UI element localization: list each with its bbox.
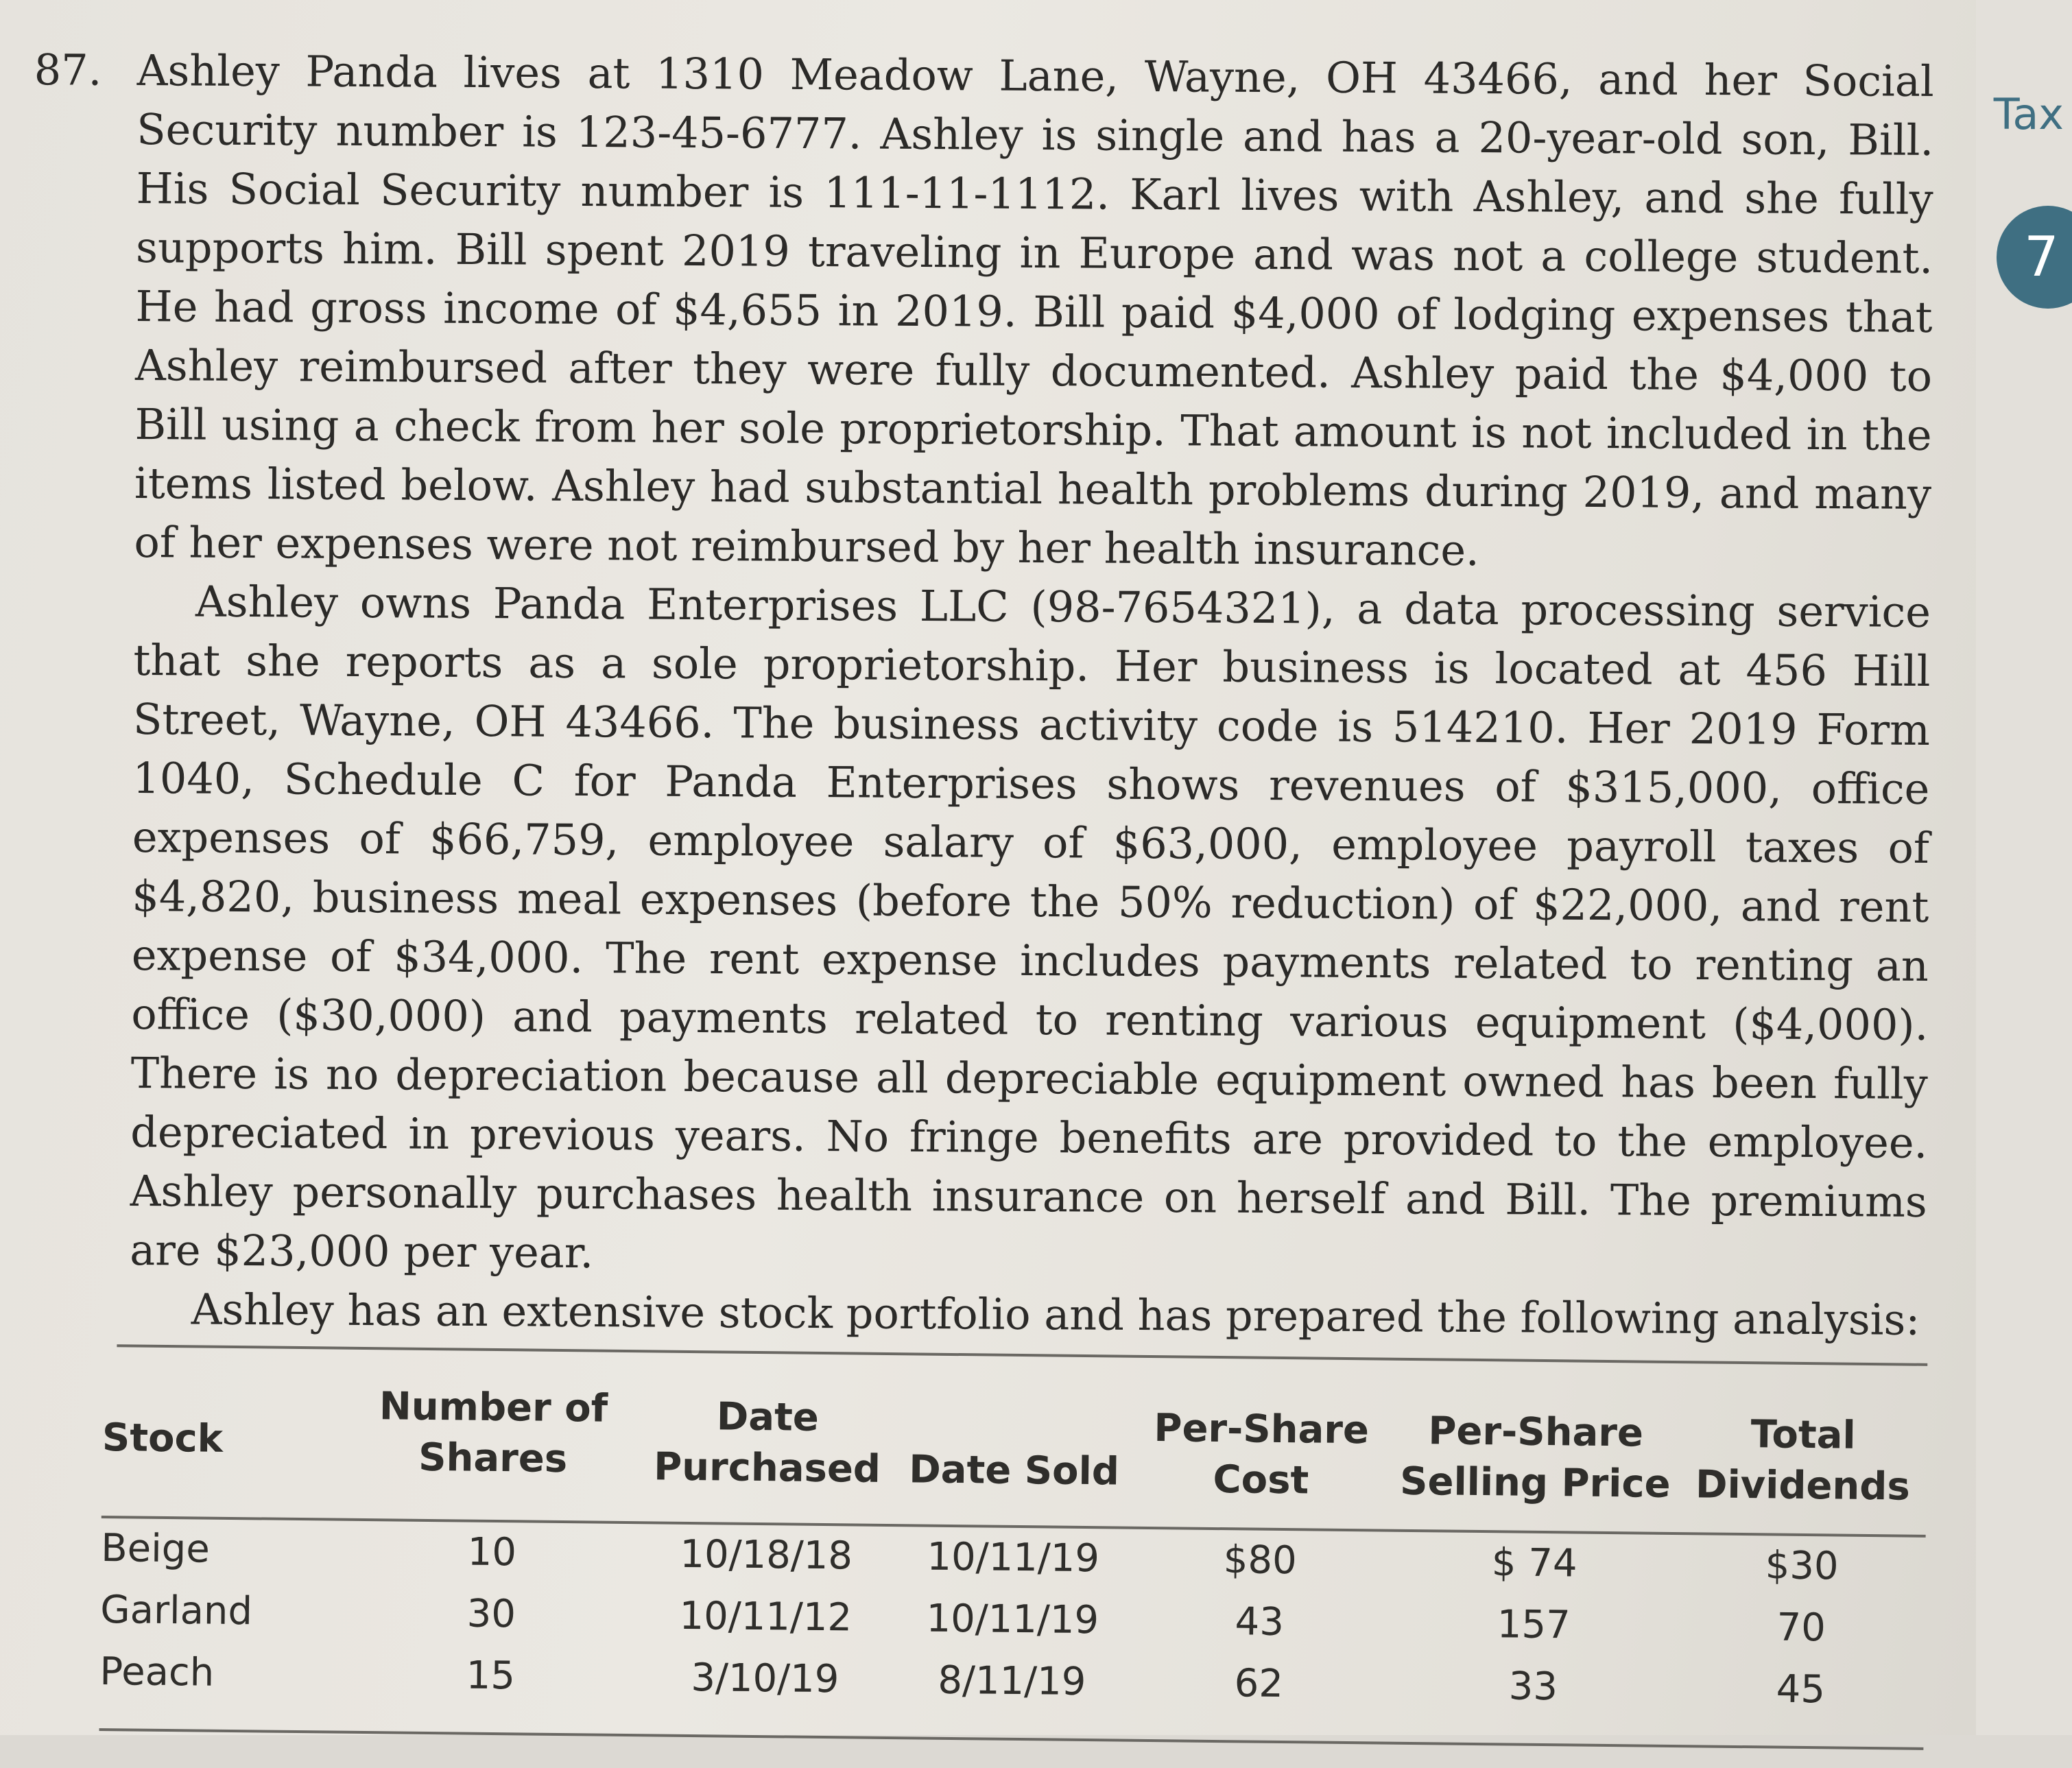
cell-per-share-cost: $80 bbox=[1223, 1538, 1297, 1584]
cell-shares: 30 bbox=[466, 1591, 516, 1637]
cell-date-purchased: 3/10/19 bbox=[691, 1656, 839, 1702]
problem-87 bbox=[34, 41, 1934, 1350]
cell-stock: Peach bbox=[99, 1649, 215, 1695]
paragraph-personal-info: Ashley Panda lives at 1310 Meadow Lane, Wayne, OH 43466, and her Social Security number is 123-45-6777. Ashley is single and has a 20-year-old son, Bill. His Social Security number is 111-11-1112. Karl lives with Ashley, and she fully supports him. Bill spent 2019 traveling in Europe and was not a college student. He had gross income of $4,655 in 2019. Bill paid $4,000 of lodging expenses that Ashley reimbursed after they were fully documented. Ashley paid the $4,000 to Bill using a check from her sole proprietorship. That amount is not included in the items listed below. Ashley had substantial health problems during 2019, and many of her expenses were not reimbursed by her health insurance. bbox=[134, 45, 1934, 575]
cell-per-share-cost: 62 bbox=[1234, 1661, 1284, 1707]
cell-stock: Beige bbox=[100, 1525, 211, 1572]
cell-selling-price: 33 bbox=[1508, 1664, 1558, 1710]
header-per-share-cost: Per-Share Cost bbox=[1154, 1406, 1370, 1503]
cell-shares: 15 bbox=[466, 1653, 516, 1699]
header-date-purchased: Date Purchased bbox=[653, 1394, 881, 1492]
cell-selling-price: 157 bbox=[1497, 1602, 1571, 1648]
stock-analysis-table bbox=[99, 1372, 1941, 1768]
table-body bbox=[99, 1516, 1939, 1768]
paragraph-stock-intro: Ashley has an extensive stock portfolio and has prepared the following analysis: bbox=[191, 1284, 1920, 1345]
cell-date-sold: 10/11/19 bbox=[926, 1596, 1099, 1643]
cell-dividends: 45 bbox=[1776, 1667, 1826, 1712]
cell-dividends: $30 bbox=[1765, 1543, 1839, 1589]
header-per-share-selling-price: Per-Share Selling Price bbox=[1399, 1409, 1671, 1507]
cell-stock: Garland bbox=[100, 1587, 253, 1634]
problem-number: 87. bbox=[34, 45, 102, 95]
header-date-sold: Date Sold bbox=[908, 1447, 1120, 1494]
cell-dividends: 70 bbox=[1776, 1605, 1826, 1651]
header-stock: Stock bbox=[102, 1415, 224, 1461]
table-header bbox=[102, 1372, 1941, 1535]
cell-date-purchased: 10/11/12 bbox=[679, 1593, 853, 1640]
chapter-badge: 7 bbox=[1997, 206, 2072, 309]
cell-shares: 10 bbox=[467, 1529, 517, 1575]
header-total-dividends: Total Dividends bbox=[1695, 1412, 1911, 1509]
cell-date-sold: 8/11/19 bbox=[938, 1658, 1086, 1705]
cell-per-share-cost: 43 bbox=[1235, 1599, 1285, 1645]
cell-selling-price: $ 74 bbox=[1491, 1540, 1577, 1586]
cell-date-sold: 10/11/19 bbox=[927, 1534, 1100, 1581]
side-tab-label: Tax bbox=[1993, 89, 2064, 139]
cell-date-purchased: 10/18/18 bbox=[680, 1531, 853, 1579]
paragraph-business-info: Ashley owns Panda Enterprises LLC (98-7654321), a data processing service that she reports as a sole proprietorship. Her business is located at 456 Hill Street, Wayne, OH 43466. The business activity code is 514210. Her 2019 Form 1040, Schedule C for Panda Enterprises shows revenues of $315,000, office expenses of $66,759, employee salary of $63,000, employee payroll taxes of $4,820, business meal expenses (before the 50% reduction) of $22,000, and rent expense of $34,000. The rent expense includes payments related to renting an office ($30,000) and payments related to renting various equipment ($4,000). There is no depreciation because all depreciable equipment owned has been fully depreciated in previous years. No fringe benefits are provided to the employee. Ashley personally purchases health insurance on herself and Bill. The premiums are $23,000 per year. bbox=[130, 576, 1931, 1278]
header-number-of-shares: Number of Shares bbox=[379, 1384, 608, 1482]
side-margin bbox=[1976, 0, 2072, 1735]
